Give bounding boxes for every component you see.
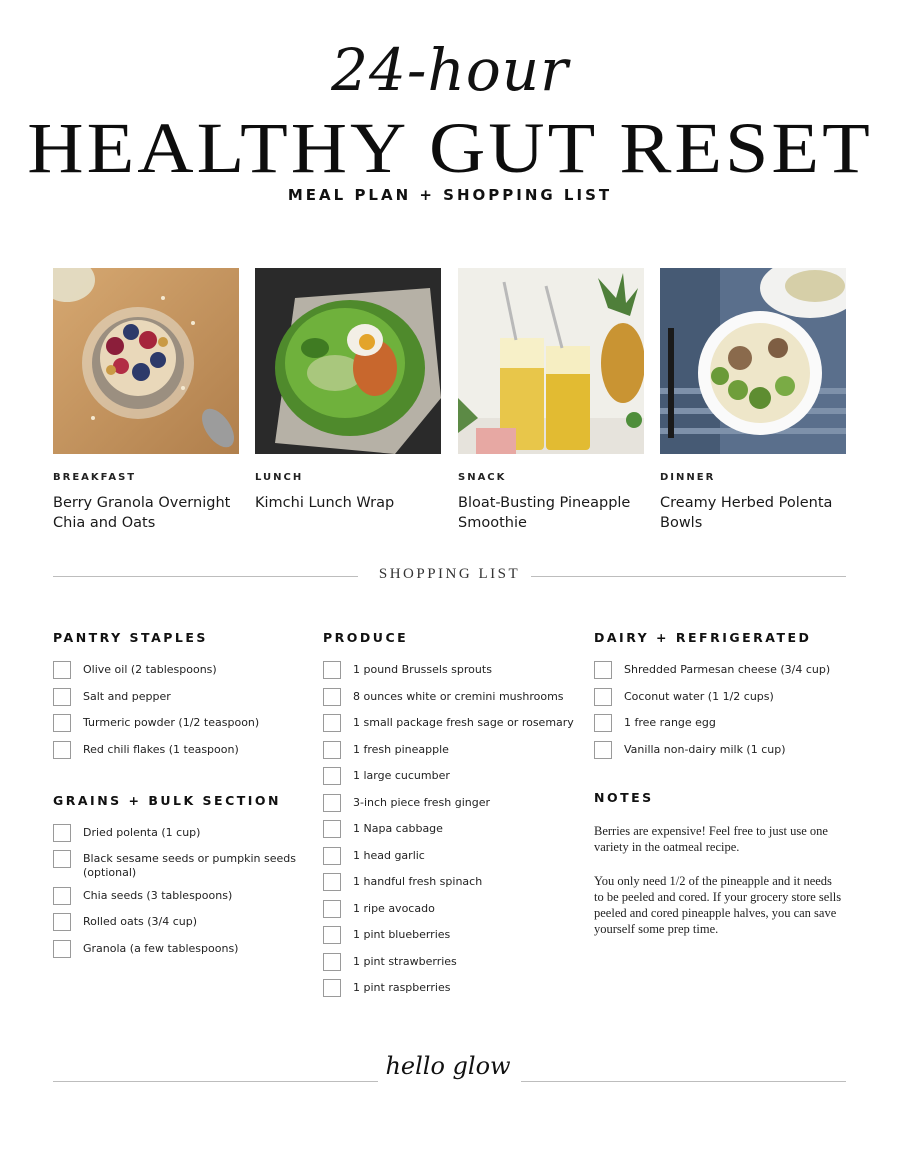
- meal-name: Bloat-Busting Pineapple Smoothie: [458, 495, 631, 531]
- list-item: [323, 743, 583, 761]
- item-label: Shredded Parmesan cheese (3/4 cup): [624, 663, 831, 676]
- list-item: [323, 849, 583, 867]
- item-label: 1 pint strawberries: [353, 954, 457, 968]
- checkbox[interactable]: [323, 873, 341, 891]
- column-dairy-notes: [594, 630, 849, 955]
- lunch-photo: [255, 268, 441, 454]
- list-item: [323, 822, 583, 840]
- meal-tag: LUNCH: [255, 472, 304, 483]
- item-label: Black sesame seeds or pumpkin seeds (optional): [83, 852, 296, 879]
- section-heading-produce: PRODUCE: [323, 630, 409, 645]
- item-label: 1 pound Brussels sprouts: [353, 663, 492, 676]
- checkbox[interactable]: [323, 926, 341, 944]
- brand-logo: hello glow: [385, 1052, 511, 1080]
- meal-plan: [53, 268, 846, 538]
- checkbox[interactable]: [53, 661, 71, 679]
- item-label: 1 free range egg: [624, 716, 716, 729]
- list-item: [53, 852, 298, 880]
- list-item: [53, 942, 303, 960]
- checkbox[interactable]: [53, 714, 71, 732]
- checkbox[interactable]: [594, 714, 612, 732]
- checkbox[interactable]: [53, 824, 71, 842]
- section-heading-pantry: PANTRY STAPLES: [53, 630, 208, 645]
- pantry-list: [53, 663, 303, 761]
- list-item: [53, 663, 303, 681]
- meal-tag: BREAKFAST: [53, 472, 137, 483]
- item-label: Red chili flakes (1 teaspoon): [83, 742, 239, 756]
- checkbox[interactable]: [53, 741, 71, 759]
- checkbox[interactable]: [594, 741, 612, 759]
- list-item: [53, 889, 303, 907]
- grains-list: [53, 826, 303, 960]
- item-label: Granola (a few tablespoons): [83, 941, 239, 955]
- list-item: [53, 743, 303, 761]
- list-item: [594, 663, 849, 681]
- item-label: Turmeric powder (1/2 teaspoon): [83, 716, 260, 729]
- list-item: [53, 716, 303, 734]
- list-item: [323, 796, 583, 814]
- note-paragraph: Berries are expensive! Feel free to just use one variety in the oatmeal recipe.: [594, 823, 828, 854]
- item-label: 1 small package fresh sage or rosemary: [353, 716, 574, 729]
- section-heading-grains: GRAINS + BULK SECTION: [53, 792, 282, 808]
- breakfast-photo: [53, 268, 239, 454]
- meal-card-breakfast: [53, 268, 239, 533]
- item-label: Salt and pepper: [83, 689, 171, 703]
- list-item: [323, 928, 583, 946]
- list-item: [323, 875, 583, 893]
- item-label: 1 pint blueberries: [353, 928, 451, 941]
- list-item: [323, 769, 583, 787]
- checkbox[interactable]: [323, 820, 341, 838]
- list-item: [323, 663, 583, 681]
- item-label: 1 Napa cabbage: [353, 822, 443, 835]
- section-heading-notes: NOTES: [594, 789, 654, 805]
- column-pantry-grains: [53, 630, 303, 968]
- checkbox[interactable]: [323, 979, 341, 997]
- meal-tag: SNACK: [458, 472, 507, 483]
- item-label: 1 head garlic: [353, 848, 425, 862]
- checkbox[interactable]: [323, 714, 341, 732]
- checkbox[interactable]: [594, 688, 612, 706]
- checkbox[interactable]: [323, 794, 341, 812]
- footer: [53, 1045, 846, 1125]
- item-label: Olive oil (2 tablespoons): [83, 663, 217, 676]
- checkbox[interactable]: [323, 900, 341, 918]
- item-label: 1 large cucumber: [353, 769, 450, 782]
- meal-name: Berry Granola Overnight Chia and Oats: [53, 495, 231, 531]
- list-item: [323, 716, 583, 734]
- item-label: 1 handful fresh spinach: [353, 875, 483, 888]
- list-item: [323, 902, 583, 920]
- item-label: Chia seeds (3 tablespoons): [83, 888, 233, 902]
- item-label: 1 ripe avocado: [353, 901, 435, 915]
- item-label: Rolled oats (3/4 cup): [83, 915, 198, 928]
- divider-rule-right: [531, 576, 846, 577]
- footer-rule-right: [521, 1081, 846, 1082]
- shopping-list-divider: [53, 566, 846, 586]
- checkbox[interactable]: [323, 847, 341, 865]
- snack-photo: [458, 268, 644, 454]
- column-produce: [323, 630, 583, 1008]
- produce-list: [323, 663, 583, 999]
- checkbox[interactable]: [594, 661, 612, 679]
- checkbox[interactable]: [53, 913, 71, 931]
- checkbox[interactable]: [53, 688, 71, 706]
- item-label: 8 ounces white or cremini mushrooms: [353, 689, 564, 703]
- checkbox[interactable]: [53, 940, 71, 958]
- item-label: 1 pint raspberries: [353, 981, 451, 994]
- checkbox[interactable]: [323, 741, 341, 759]
- item-label: 3-inch piece fresh ginger: [353, 795, 491, 809]
- list-item: [594, 716, 849, 734]
- note-paragraph: You only need 1/2 of the pineapple and it needs to be peeled and cored. If your grocery store sells peeled and cored pineapple halves, you can save yourself some prep time.: [594, 873, 842, 936]
- checkbox[interactable]: [323, 953, 341, 971]
- item-label: 1 fresh pineapple: [353, 742, 449, 756]
- script-title: 24-hour: [331, 36, 569, 104]
- list-item: [53, 826, 303, 844]
- item-label: Dried polenta (1 cup): [83, 825, 201, 839]
- checkbox[interactable]: [323, 661, 341, 679]
- dinner-photo: [660, 268, 846, 454]
- page-subtitle: MEAL PLAN + SHOPPING LIST: [287, 186, 613, 204]
- list-item: [594, 743, 849, 761]
- checkbox[interactable]: [323, 688, 341, 706]
- meal-name: Kimchi Lunch Wrap: [255, 495, 395, 511]
- shopping-list-title: SHOPPING LIST: [378, 566, 521, 582]
- item-label: Vanilla non-dairy milk (1 cup): [624, 742, 786, 756]
- checkbox[interactable]: [53, 850, 71, 868]
- section-heading-dairy: DAIRY + REFRIGERATED: [594, 630, 812, 645]
- list-item: [323, 955, 583, 973]
- page-title: HEALTHY GUT RESET: [27, 107, 873, 188]
- list-item: [323, 981, 583, 999]
- checkbox[interactable]: [53, 887, 71, 905]
- list-item: [323, 690, 583, 708]
- list-item: [53, 915, 303, 933]
- dairy-list: [594, 663, 849, 761]
- footer-rule-left: [53, 1081, 378, 1082]
- meal-card-dinner: [660, 268, 846, 533]
- meal-name: Creamy Herbed Polenta Bowls: [660, 495, 833, 531]
- checkbox[interactable]: [323, 767, 341, 785]
- meal-tag: DINNER: [660, 472, 716, 483]
- item-label: Coconut water (1 1/2 cups): [624, 689, 774, 703]
- list-item: [594, 690, 849, 708]
- list-item: [53, 690, 303, 708]
- meal-card-lunch: [255, 268, 441, 513]
- meal-card-snack: [458, 268, 644, 533]
